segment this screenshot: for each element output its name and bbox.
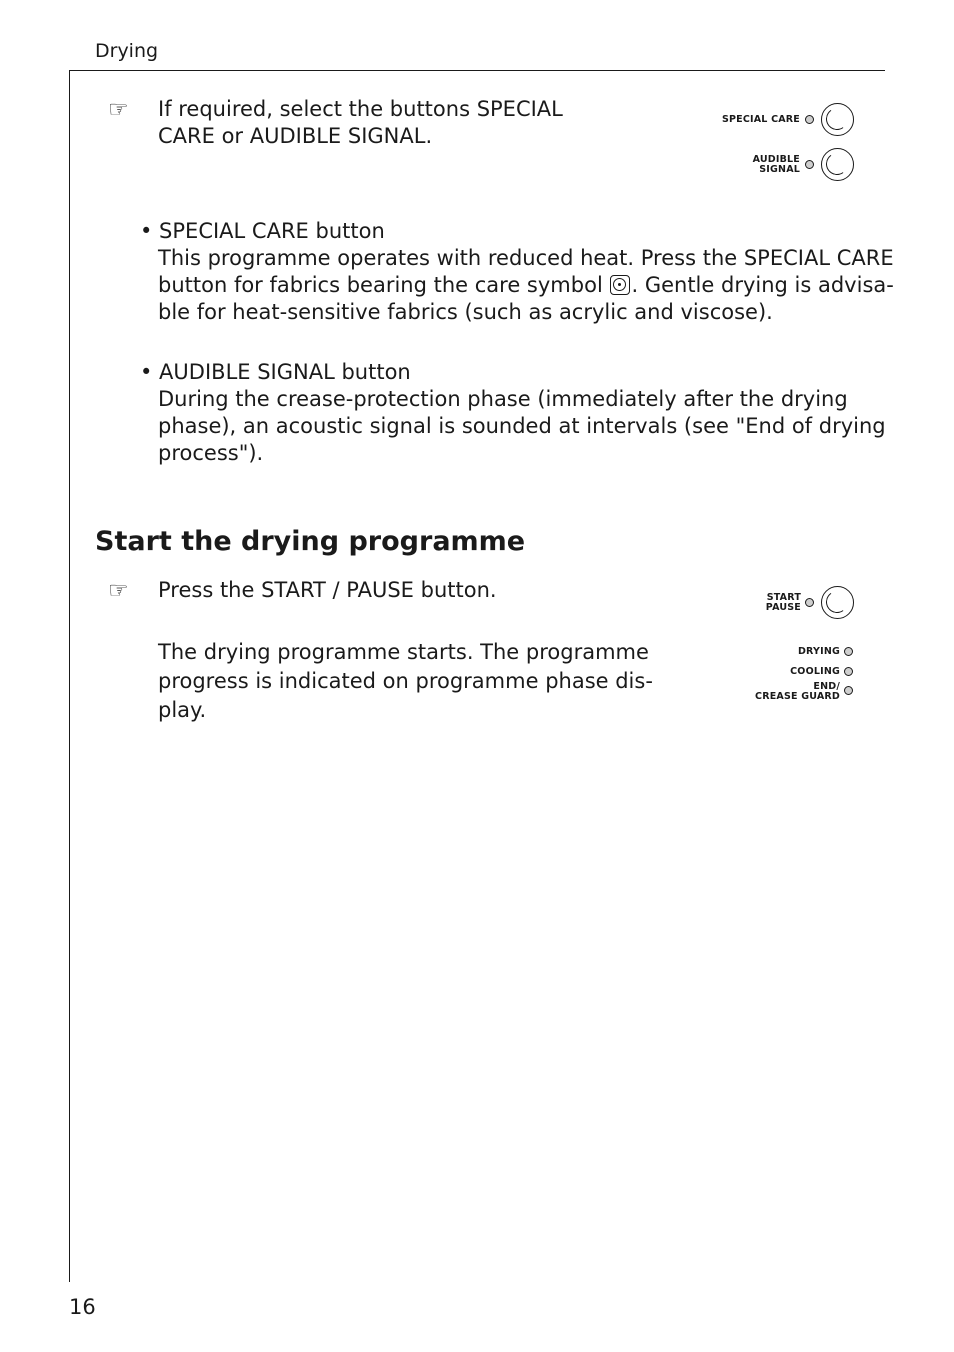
paragraph-fragment: button for fabrics bearing the care symbol — [158, 273, 603, 297]
audible-signal-title: • AUDIBLE SIGNAL button — [140, 360, 411, 384]
paragraph-fragment: . Gentle drying is advisa- — [631, 273, 894, 297]
panel-label-line: START — [766, 592, 801, 603]
paragraph-line: The drying programme starts. The programme — [158, 640, 649, 664]
paragraph-line: This programme operates with reduced heat. Press the SPECIAL CARE — [158, 246, 894, 270]
paragraph-line: ble for heat-sensitive fabrics (such as acrylic and viscose). — [158, 300, 773, 324]
section-heading: Start the drying programme — [95, 526, 526, 557]
special-care-knob[interactable] — [821, 103, 854, 136]
audible-signal-knob[interactable] — [821, 148, 854, 181]
panel-label-line: SIGNAL — [759, 164, 800, 175]
paragraph-line: play. — [158, 698, 207, 722]
drying-phase-led — [844, 647, 853, 656]
special-care-panel-label: SPECIAL CARE — [721, 114, 800, 125]
panel-label-line: END/ — [813, 681, 840, 692]
panel-label-line: PAUSE — [765, 602, 801, 613]
end-crease-guard-led — [844, 686, 853, 695]
audible-signal-description — [158, 386, 886, 467]
start-pause-led — [805, 598, 814, 607]
paragraph-line: progress is indicated on programme phase dis- — [158, 669, 653, 693]
special-care-led — [805, 115, 814, 124]
cooling-phase-led — [844, 667, 853, 676]
audible-signal-panel-label — [700, 155, 800, 175]
panel-label-line: AUDIBLE — [752, 154, 800, 165]
audible-signal-led — [805, 160, 814, 169]
special-care-title: • SPECIAL CARE button — [140, 219, 385, 243]
knob-arc-icon — [824, 151, 849, 176]
result-text — [158, 638, 653, 725]
paragraph-line: phase), an acoustic signal is sounded at intervals (see "End of drying — [158, 414, 886, 438]
step2-text: Press the START / PAUSE button. — [158, 578, 497, 602]
paragraph-line — [158, 272, 894, 299]
step1-line: CARE or AUDIBLE SIGNAL. — [158, 124, 433, 148]
knob-arc-icon — [824, 106, 849, 131]
knob-arc-icon — [824, 589, 849, 614]
start-pause-knob[interactable] — [821, 586, 854, 619]
paragraph-line: process"). — [158, 441, 264, 465]
start-pause-panel-label — [720, 593, 801, 613]
special-care-description — [158, 245, 894, 326]
cooling-phase-label: COOLING — [790, 666, 840, 677]
pointing-hand-icon: ☞ — [108, 97, 129, 123]
header-rule — [69, 70, 885, 71]
paragraph-line: During the crease-protection phase (immediately after the drying — [158, 387, 848, 411]
step1-line: If required, select the buttons SPECIAL — [158, 97, 563, 121]
margin-rule — [69, 70, 70, 1282]
pointing-hand-icon: ☞ — [108, 578, 129, 604]
running-header: Drying — [95, 40, 159, 62]
gentle-care-symbol-icon — [610, 275, 630, 295]
end-crease-guard-label — [720, 682, 840, 702]
panel-label-line: CREASE GUARD — [755, 691, 840, 702]
drying-phase-label: DRYING — [797, 646, 840, 657]
page-number: 16 — [69, 1295, 96, 1319]
step1-text — [158, 96, 563, 150]
